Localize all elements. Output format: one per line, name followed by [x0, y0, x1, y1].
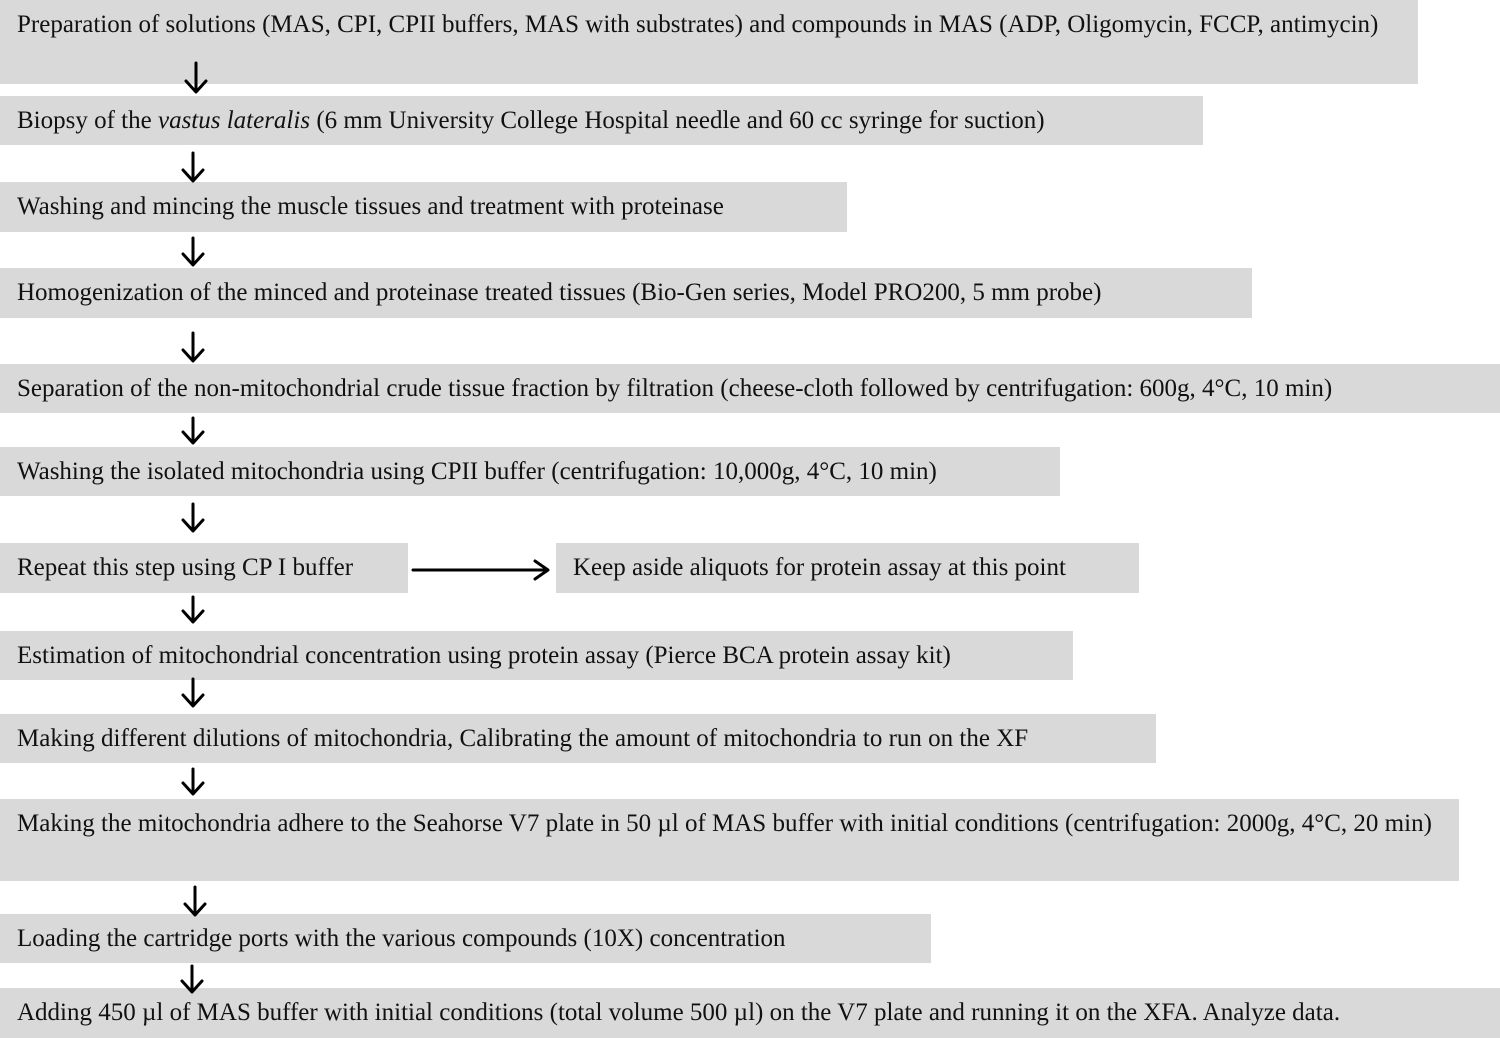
arrow-down-8 — [183, 679, 203, 706]
step-5-text: Separation of the non-mitochondrial crude tissue fraction by filtration (cheese-cloth followed by centrifugation: 600g, 4°C, 10 min) — [17, 375, 1333, 402]
step-10-adhere — [0, 799, 1459, 881]
arrow-down-4 — [183, 333, 203, 361]
arrow-down-5 — [183, 418, 203, 443]
step-12-adding — [0, 988, 1500, 1038]
step-3-text: Washing and mincing the muscle tissues and treatment with proteinase — [17, 193, 724, 220]
step-6-text: Washing the isolated mitochondria using CPII buffer (centrifugation: 10,000g, 4°C, 10 min) — [17, 458, 937, 485]
step-4-text: Homogenization of the minced and proteinase treated tissues (Bio-Gen series, Model PRO200, 5 mm probe) — [17, 279, 1102, 306]
step-7-text: Repeat this step using CP I buffer — [17, 554, 354, 581]
step-3-washing-mincing — [0, 182, 847, 232]
step-7-repeat — [0, 543, 408, 593]
step-7-side-text: Keep aside aliquots for protein assay at this point — [573, 554, 1066, 581]
arrow-down-9 — [183, 769, 203, 794]
step-2-text-italic: vastus lateralis — [157, 107, 311, 134]
step-9-dilutions — [0, 714, 1156, 763]
step-1-text: Preparation of solutions (MAS, CPI, CPII buffers, MAS with substrates) and compounds in MAS (ADP, Oligomycin, FCCP, antimycin) — [17, 11, 1379, 38]
arrow-down-7 — [183, 597, 203, 622]
step-5-separation — [0, 364, 1500, 413]
step-11-loading — [0, 914, 931, 963]
step-8-estimation — [0, 631, 1073, 680]
step-1-preparation — [0, 0, 1418, 84]
step-8-text: Estimation of mitochondrial concentration using protein assay (Pierce BCA protein assay kit) — [17, 642, 951, 669]
step-6-washing-mitochondria — [0, 447, 1060, 496]
step-9-text: Making different dilutions of mitochondria, Calibrating the amount of mitochondria to run on the XF — [17, 725, 1029, 752]
step-2-biopsy — [0, 96, 1203, 145]
step-7-side-note — [556, 543, 1139, 593]
step-2-text-post: (6 mm University College Hospital needle and 60 cc syringe for suction) — [310, 107, 1045, 134]
arrow-down-3 — [183, 238, 203, 265]
arrow-down-2 — [183, 153, 203, 181]
arrow-right-side — [413, 561, 548, 579]
step-12-text: Adding 450 µl of MAS buffer with initial conditions (total volume 500 µl) on the V7 plate and running it on the XFA. Analyze data. — [17, 999, 1341, 1026]
arrow-down-6 — [183, 504, 203, 531]
step-11-text: Loading the cartridge ports with the various compounds (10X) concentration — [17, 925, 786, 952]
step-4-homogenization — [0, 268, 1252, 318]
step-10-text: Making the mitochondria adhere to the Seahorse V7 plate in 50 µl of MAS buffer with initial conditions (centrifugation: 2000g, 4°C, 20 min) — [17, 810, 1432, 837]
arrow-down-10 — [185, 887, 205, 915]
step-2-text-pre: Biopsy of the — [17, 107, 158, 134]
